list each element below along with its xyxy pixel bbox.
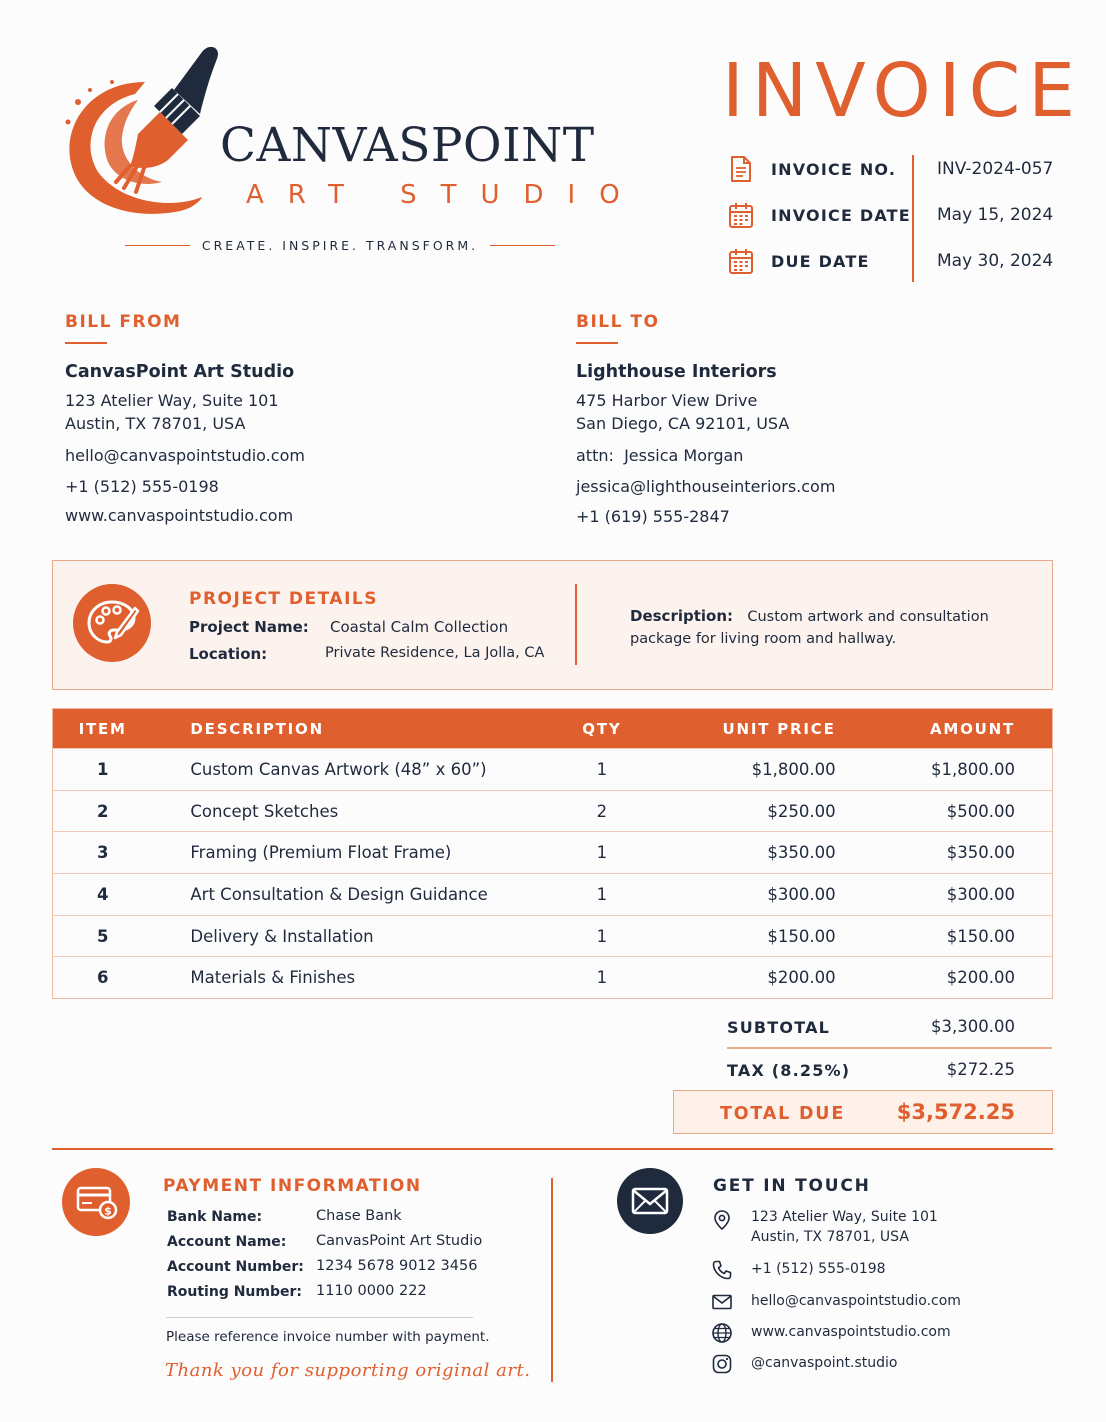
tagline-row xyxy=(125,237,555,253)
bill-to-email[interactable]: jessica@lighthouseinteriors.com xyxy=(576,477,836,496)
cell-description: Art Consultation & Design Guidance xyxy=(152,874,558,916)
bill-from-phone[interactable]: +1 (512) 555-0198 xyxy=(65,477,219,496)
bill-to-rule xyxy=(576,342,618,344)
project-description-line2: package for living room and hallway. xyxy=(630,631,897,647)
invoice-number-label: INVOICE NO. xyxy=(771,159,897,179)
cell-qty: 1 xyxy=(558,749,646,791)
bill-from-heading: BILL FROM xyxy=(65,312,182,332)
cell-amount: $350.00 xyxy=(836,832,1053,874)
instagram-icon xyxy=(711,1353,733,1375)
project-location-label: Location: xyxy=(189,645,268,663)
calendar-icon xyxy=(728,247,754,275)
cell-qty: 1 xyxy=(558,874,646,916)
phone-icon xyxy=(711,1259,733,1281)
routing-number-label: Routing Number: xyxy=(167,1284,303,1300)
tagline: CREATE. INSPIRE. TRANSFORM. xyxy=(201,237,479,253)
table-row xyxy=(53,957,1053,999)
totals-rule xyxy=(727,1047,1052,1049)
svg-text:$: $ xyxy=(104,1204,112,1218)
account-number-value: 1234 5678 9012 3456 xyxy=(316,1258,478,1274)
table-row xyxy=(53,790,1053,832)
bill-from-email[interactable]: hello@canvaspointstudio.com xyxy=(65,446,305,465)
footer-rule xyxy=(52,1148,1053,1150)
cell-amount: $150.00 xyxy=(836,915,1053,957)
cell-description: Materials & Finishes xyxy=(152,957,558,999)
cell-qty: 1 xyxy=(558,915,646,957)
contact-address2: Austin, TX 78701, USA xyxy=(751,1229,909,1245)
account-number-label: Account Number: xyxy=(167,1259,304,1275)
tax-label: TAX (8.25%) xyxy=(727,1061,851,1080)
invoice-date-row xyxy=(728,200,1054,230)
table-row xyxy=(53,749,1053,791)
invoice-date-label: INVOICE DATE xyxy=(771,205,911,225)
palette-icon xyxy=(73,584,151,662)
invoice-number-row xyxy=(728,154,1054,184)
bill-to-name: Lighthouse Interiors xyxy=(576,362,777,382)
cell-item: 5 xyxy=(53,915,153,957)
mail-icon xyxy=(711,1291,733,1313)
due-date-row xyxy=(728,246,1054,276)
bill-to-attn xyxy=(576,446,743,465)
project-name-value: Coastal Calm Collection xyxy=(330,618,509,636)
table-header-row xyxy=(53,709,1053,749)
cell-item: 6 xyxy=(53,957,153,999)
tax-value: $272.25 xyxy=(946,1060,1015,1079)
bill-to-address2: San Diego, CA 92101, USA xyxy=(576,414,790,433)
cell-description: Concept Sketches xyxy=(152,790,558,832)
payment-note: Please reference invoice number with payment. xyxy=(166,1329,490,1345)
meta-divider xyxy=(912,155,914,282)
column-header-item: ITEM xyxy=(53,709,153,749)
cell-description: Framing (Premium Float Frame) xyxy=(152,832,558,874)
attn-name: Jessica Morgan xyxy=(624,446,744,465)
tagline-rule-left xyxy=(125,245,190,246)
project-name-label: Project Name: xyxy=(189,618,309,636)
envelope-icon xyxy=(617,1168,683,1234)
cell-unit-price: $200.00 xyxy=(646,957,836,999)
bank-name-label: Bank Name: xyxy=(167,1209,263,1225)
routing-number-value: 1110 0000 222 xyxy=(316,1283,427,1299)
cell-unit-price: $250.00 xyxy=(646,790,836,832)
project-location-value: Private Residence, La Jolla, CA xyxy=(325,645,545,661)
cell-amount: $200.00 xyxy=(836,957,1053,999)
due-date-label: DUE DATE xyxy=(771,251,870,271)
payment-heading: PAYMENT INFORMATION xyxy=(163,1176,422,1196)
cell-unit-price: $300.00 xyxy=(646,874,836,916)
project-description-line1 xyxy=(630,607,989,625)
line-items-table xyxy=(52,708,1053,999)
cell-item: 4 xyxy=(53,874,153,916)
project-divider xyxy=(575,584,577,665)
bill-from-name: CanvasPoint Art Studio xyxy=(65,362,295,382)
contact-heading: GET IN TOUCH xyxy=(713,1176,871,1196)
attn-label: attn: xyxy=(576,446,614,465)
globe-icon xyxy=(711,1322,733,1344)
table-row xyxy=(53,915,1053,957)
bill-to-heading: BILL TO xyxy=(576,312,660,332)
subtotal-value: $3,300.00 xyxy=(931,1017,1015,1036)
account-name-label: Account Name: xyxy=(167,1234,287,1250)
paintbrush-logo-icon xyxy=(50,42,225,222)
due-date-value: May 30, 2024 xyxy=(937,251,1054,271)
invoice-title: INVOICE xyxy=(722,48,1083,134)
project-description-text: Custom artwork and consultation xyxy=(747,609,989,625)
invoice-number-value: INV-2024-057 xyxy=(937,159,1054,179)
credit-card-icon xyxy=(62,1168,130,1236)
thank-you-signature: Thank you for supporting original art. xyxy=(165,1360,531,1381)
bank-name-value: Chase Bank xyxy=(316,1208,402,1224)
cell-item: 1 xyxy=(53,749,153,791)
contact-phone[interactable]: +1 (512) 555-0198 xyxy=(751,1261,886,1277)
project-details-heading: PROJECT DETAILS xyxy=(189,589,378,609)
contact-email[interactable]: hello@canvaspointstudio.com xyxy=(751,1293,961,1309)
subtotal-label: SUBTOTAL xyxy=(727,1018,831,1037)
column-header-unit-price: UNIT PRICE xyxy=(646,709,836,749)
payment-rule xyxy=(166,1317,473,1318)
column-header-amount: AMOUNT xyxy=(836,709,1053,749)
cell-qty: 1 xyxy=(558,957,646,999)
cell-amount: $300.00 xyxy=(836,874,1053,916)
calendar-icon xyxy=(728,201,754,229)
bill-from-address2: Austin, TX 78701, USA xyxy=(65,414,246,433)
cell-description: Delivery & Installation xyxy=(152,915,558,957)
table-row xyxy=(53,832,1053,874)
brand-name: CANVASPOINT xyxy=(220,118,595,173)
bill-to-address1: 475 Harbor View Drive xyxy=(576,391,758,410)
bill-from-website-link[interactable]: www.canvaspointstudio.com xyxy=(65,506,294,525)
column-header-description: DESCRIPTION xyxy=(152,709,558,749)
cell-qty: 2 xyxy=(558,790,646,832)
footer-divider xyxy=(551,1178,553,1382)
total-due-value: $3,572.25 xyxy=(896,1100,1015,1124)
document-icon xyxy=(728,155,754,183)
account-name-value: CanvasPoint Art Studio xyxy=(316,1233,483,1249)
project-description-label: Description: xyxy=(630,607,734,625)
bill-to-phone[interactable]: +1 (619) 555-2847 xyxy=(576,507,730,526)
bill-from-rule xyxy=(65,342,107,344)
brand-subtitle: ART STUDIO xyxy=(246,180,644,210)
total-due-label: TOTAL DUE xyxy=(720,1104,846,1124)
cell-amount: $500.00 xyxy=(836,790,1053,832)
cell-unit-price: $1,800.00 xyxy=(646,749,836,791)
cell-description: Custom Canvas Artwork (48” x 60”) xyxy=(152,749,558,791)
location-pin-icon xyxy=(711,1209,733,1231)
cell-item: 3 xyxy=(53,832,153,874)
cell-qty: 1 xyxy=(558,832,646,874)
cell-unit-price: $150.00 xyxy=(646,915,836,957)
contact-website-link[interactable]: www.canvaspointstudio.com xyxy=(751,1324,951,1340)
cell-unit-price: $350.00 xyxy=(646,832,836,874)
contact-social-handle[interactable]: @canvaspoint.studio xyxy=(751,1355,898,1371)
invoice-date-value: May 15, 2024 xyxy=(937,205,1054,225)
column-header-qty: QTY xyxy=(558,709,646,749)
table-row xyxy=(53,874,1053,916)
cell-item: 2 xyxy=(53,790,153,832)
bill-from-address1: 123 Atelier Way, Suite 101 xyxy=(65,391,279,410)
tagline-rule-right xyxy=(490,245,555,246)
contact-address1: 123 Atelier Way, Suite 101 xyxy=(751,1209,938,1225)
cell-amount: $1,800.00 xyxy=(836,749,1053,791)
